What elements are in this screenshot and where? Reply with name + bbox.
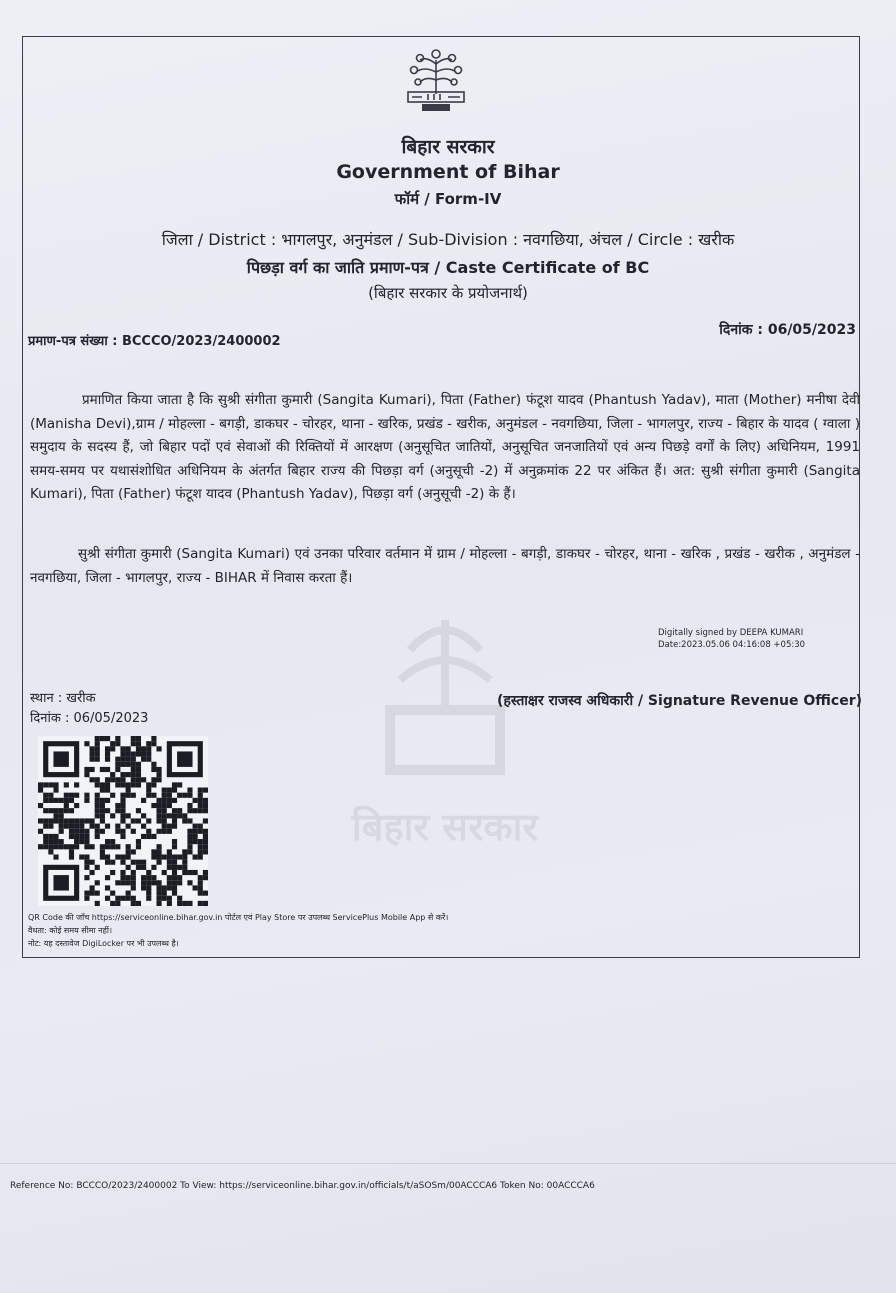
watermark-text: बिहार सरकार (351, 805, 539, 849)
reference-line: Reference No: BCCCO/2023/2400002 To View: https://serviceonline.bihar.gov.in/officials/t/aSOSm/00ACCCA6 Token No: 00ACCCA6 (10, 1181, 595, 1191)
digilocker-note: नोट: यह दस्तावेज DigiLocker पर भी उपलब्ध है। (28, 939, 179, 948)
qr-notes (28, 911, 448, 950)
place-label: स्थान : खरीक (30, 691, 96, 706)
date-bottom: दिनांक : 06/05/2023 (30, 711, 149, 726)
qr-code-icon[interactable] (38, 736, 208, 906)
certificate-title: पिछड़ा वर्ग का जाति प्रमाण-पत्र / Caste Certificate of BC (246, 258, 650, 277)
bihar-emblem-icon (402, 42, 470, 114)
validity-note: वैधता: कोई समय सीमा नहीं। (28, 926, 112, 935)
watermark (300, 600, 590, 860)
purpose-line: (बिहार सरकार के प्रयोजनार्थ) (368, 284, 528, 302)
digital-signature-date: Date:2023.05.06 04:16:08 +05:30 (658, 640, 806, 650)
page-fold (0, 1163, 896, 1164)
residence-paragraph: सुश्री संगीता कुमारी (Sangita Kumari) एवं उनका परिवार वर्तमान में ग्राम / मोहल्ला - बगड़ी, डाकघर - चोरहर, थाना - खरिक , प्रखंड - खरीक , अनुमंडल - नवगछिया, जिला - भागलपुर, राज्य - BIHAR में निवास करता हैं। (30, 546, 860, 586)
title-english: Government of Bihar (336, 161, 560, 183)
title-hindi: बिहार सरकार (401, 136, 495, 158)
district-line: जिला / District : भागलपुर, अनुमंडल / Sub-Division : नवगछिया, अंचल / Circle : खरीक (161, 230, 735, 249)
issue-date: दिनांक : 06/05/2023 (719, 322, 856, 338)
certification-paragraph: प्रमाणित किया जाता है कि सुश्री संगीता कुमारी (Sangita Kumari), पिता (Father) फंटूश यादव (Phantush Yadav), माता (Mother) मनीषा देवी (Manisha Devi),ग्राम / मोहल्ला - बगड़ी, डाकघर - चोरहर, थाना - खरिक, प्रखंड - खरीक, अनुमंडल - नवगछिया, जिला - भागलपुर, राज्य - बिहार के यादव ( ग्वाला ) समुदाय के सदस्य हैं, जो बिहार पदों एवं सेवाओं की रिक्तियों में आरक्षण (अनुसूचित जातियों, अनुसूचित जनजातियों एवं अन्य पिछड़े वर्गों के लिए) अधिनियम, 1991 समय-समय पर यथासंशोधित अधिनियम के अंतर्गत बिहार राज्य की पिछड़ा वर्ग (अनुसूची -2) में अनुक्रमांक 22 पर अंकित हैं। अत: सुश्री संगीता कुमारी (Sangita Kumari), पिता (Father) फंटूश यादव (Phantush Yadav), पिछड़ा वर्ग (अनुसूची -2) के हैं। (30, 392, 860, 502)
qr-verification-note: QR Code की जाँच https://serviceonline.bihar.gov.in पोर्टल एवं Play Store पर उपलब्ध ServicePlus Mobile App से करें। (28, 913, 449, 922)
form-label: फॉर्म / Form-IV (394, 190, 502, 208)
signature-label: (हस्ताक्षर राजस्व अधिकारी / Signature Revenue Officer) (497, 693, 862, 709)
digital-signature-name: Digitally signed by DEEPA KUMARI (658, 628, 804, 638)
certificate-number: प्रमाण-पत्र संख्या : BCCCO/2023/2400002 (28, 334, 281, 349)
digital-signature (658, 627, 805, 651)
